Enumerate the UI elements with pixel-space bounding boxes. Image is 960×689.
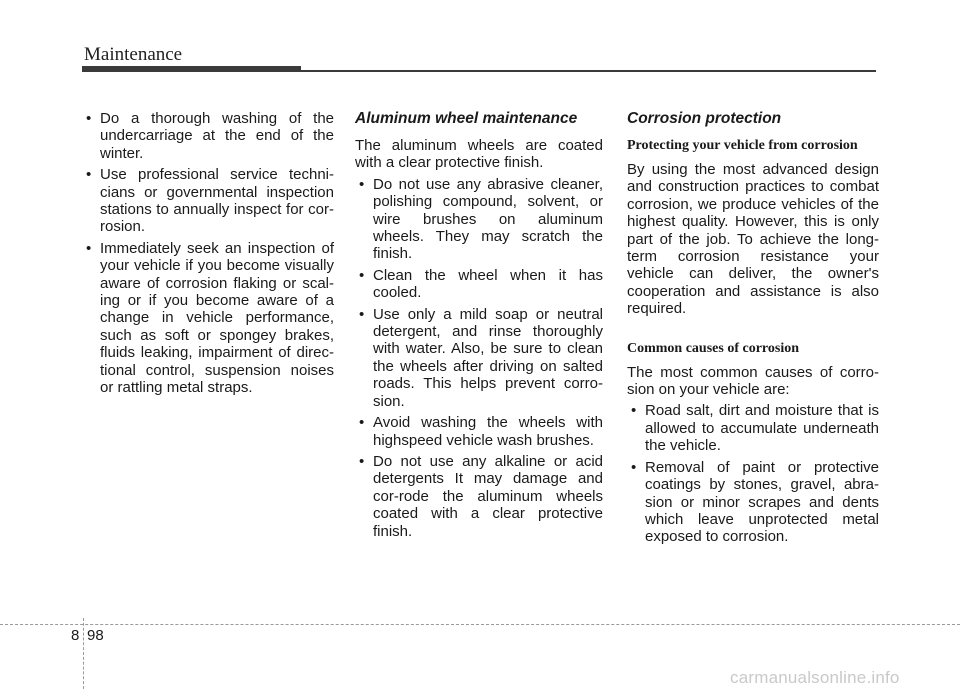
list-item: • Use professional service techni-cians or governmental inspection stations to annually inspect for cor-rosion.: [82, 166, 334, 236]
footer-divider: [0, 624, 960, 625]
list-item: • Road salt, dirt and moisture that is allowed to accumulate underneath the vehicle.: [627, 402, 879, 454]
column-2: [355, 110, 603, 544]
header-rule-thin: [301, 70, 876, 72]
bullet-list: [355, 176, 603, 540]
list-item: • Use only a mild soap or neutral detergent, and rinse thoroughly with water. Also, be sure to clean the wheels after driving on salted roads. This helps prevent corro-sion.: [355, 306, 603, 410]
paragraph-common-causes: The most common causes of corro-sion on your vehicle are:: [627, 363, 879, 399]
list-item: • Do a thorough washing of the undercarriage at the end of the winter.: [82, 110, 334, 162]
list-item: • Do not use any alkaline or acid detergents It may damage and cor-rode the aluminum wheels coated with a clear protective finish.: [355, 453, 603, 540]
list-item: • Do not use any abrasive cleaner, polishing compound, solvent, or wire brushes on aluminum wheels. They may scratch the finish.: [355, 176, 603, 263]
bullet-list: [82, 110, 334, 397]
section-heading-aluminum-wheel: Aluminum wheel maintenance: [355, 110, 578, 127]
chapter-number: 8: [71, 627, 80, 644]
list-item: • Immediately seek an inspection of your vehicle if you become visually aware of corrosion flaking or scal-ing or if you become aware of a change in vehicle performance, such as soft or spongey brakes, fluids leaking, impairment of direc-tional control, suspension noises or rattling metal straps.: [82, 240, 334, 397]
column-1: [82, 110, 334, 401]
footer-vertical-divider: [83, 618, 84, 689]
section-heading-corrosion-protection: Corrosion protection: [627, 110, 782, 127]
paragraph-protecting: By using the most advanced design and construction practices to combat corrosion, we produce vehicles of the highest quality. However, this is only part of the job. To achieve the long-term corrosion resistance your vehicle can deliver, the owner's cooperation and assistance is also required.: [627, 161, 879, 318]
header-rule-thick: [82, 66, 301, 72]
paragraph-intro: The aluminum wheels are coated with a clear protective finish.: [355, 137, 603, 172]
page-number: 98: [87, 627, 104, 644]
column-3: [627, 110, 879, 550]
subheading-protecting-vehicle: Protecting your vehicle from corrosion: [627, 138, 858, 153]
subheading-common-causes: Common causes of corrosion: [627, 340, 800, 356]
bullet-list: [627, 402, 879, 545]
spacer: [627, 322, 879, 340]
list-item: • Removal of paint or protective coatings by stones, gravel, abra-sion or minor scrapes and dents which leave unprotected metal exposed to corrosion.: [627, 459, 879, 546]
watermark: carmanualsonline.info: [730, 668, 900, 687]
page-header-title: Maintenance: [84, 44, 183, 65]
list-item: • Clean the wheel when it has cooled.: [355, 267, 603, 302]
list-item: • Avoid washing the wheels with highspeed vehicle wash brushes.: [355, 414, 603, 449]
